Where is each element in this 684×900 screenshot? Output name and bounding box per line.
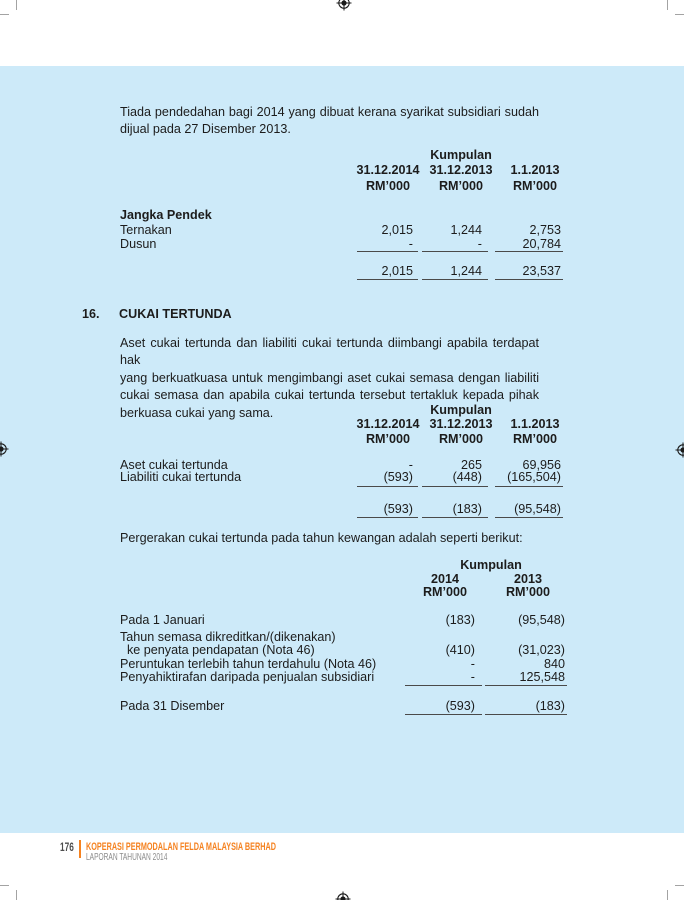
row-label: Pada 1 Januari	[120, 613, 205, 627]
row-label: Ternakan	[120, 223, 172, 237]
table1-section-row	[0, 208, 684, 224]
table2-unit-header-row	[0, 432, 684, 448]
row-value: 69,956	[522, 458, 561, 472]
row-value: (31,023)	[518, 643, 565, 657]
row-value: (410)	[445, 643, 475, 657]
column-header: 31.12.2013	[429, 163, 493, 177]
page-number: 176	[60, 842, 74, 854]
table-total-rule	[422, 279, 488, 280]
table-total-rule	[495, 517, 563, 518]
table-row	[0, 470, 684, 486]
crop-mark	[16, 890, 17, 900]
table-total-rule	[422, 517, 488, 518]
column-header: 31.12.2013	[429, 417, 493, 431]
row-value: 2,753	[529, 223, 561, 237]
row-value: 840	[543, 657, 565, 671]
table3-group-header: Kumpulan	[460, 558, 522, 572]
table-total-rule	[357, 279, 418, 280]
column-header: 31.12.2014	[356, 417, 420, 431]
unit-header: RM’000	[365, 432, 411, 446]
table-rule	[495, 251, 563, 252]
total-value: 1,244	[450, 264, 482, 278]
crop-mark	[0, 885, 9, 886]
registration-mark-icon	[675, 442, 684, 458]
table-total-rule	[357, 517, 418, 518]
paragraph-line: Aset cukai tertunda dan liabiliti cukai tertunda diimbangi apabila terdapat hak	[120, 336, 539, 368]
unit-header: RM’000	[438, 179, 484, 193]
row-value: 20,784	[522, 237, 561, 251]
paragraph-line: yang berkuatkuasa untuk mengimbangi aset cukai semasa dengan liabiliti	[120, 370, 539, 385]
table-rule	[357, 486, 418, 487]
total-label: Pada 31 Disember	[120, 699, 225, 713]
crop-mark	[675, 14, 684, 15]
column-header: 31.12.2014	[356, 163, 420, 177]
section-number: 16.	[82, 307, 100, 321]
row-value: 125,548	[519, 670, 565, 684]
row-value: (95,548)	[518, 613, 565, 627]
crop-mark	[667, 0, 668, 10]
row-value: -	[470, 670, 475, 684]
total-value: (95,548)	[514, 502, 561, 516]
table3-unit-header-row	[0, 585, 684, 601]
table-row	[0, 670, 684, 686]
table1-unit-header-row	[0, 179, 684, 195]
column-header: 2014	[430, 572, 460, 586]
table-row	[0, 237, 684, 253]
registration-mark-icon	[335, 891, 351, 900]
total-value: (593)	[383, 502, 413, 516]
row-value: -	[408, 237, 413, 251]
row-label: ke penyata pendapatan (Nota 46)	[127, 643, 315, 657]
total-value: (183)	[452, 502, 482, 516]
row-value: 265	[460, 458, 482, 472]
footer-report-title: LAPORAN TAHUNAN 2014	[86, 851, 168, 863]
paragraph-line: cukai semasa dan apabila cukai tertunda tersebut tertakluk kepada pihak	[120, 388, 539, 403]
table1-total-row	[0, 264, 684, 280]
table1-date-header-row	[0, 163, 684, 179]
table1-group-header-row	[0, 148, 684, 164]
row-label: Tahun semasa dikreditkan/(dikenakan)	[120, 630, 336, 644]
crop-mark	[16, 0, 17, 10]
registration-mark-icon	[336, 0, 352, 11]
table2-total-row	[0, 502, 684, 518]
intro-paragraph	[120, 104, 539, 139]
table-rule	[405, 685, 482, 686]
row-label: Peruntukan terlebih tahun terdahulu (Nota 46)	[120, 657, 377, 671]
paragraph-line: Tiada pendedahan bagi 2014 yang dibuat kerana syarikat subsidiari sudah	[120, 105, 539, 119]
row-value: -	[408, 458, 413, 472]
paragraph-line: berkuasa cukai yang sama.	[120, 405, 274, 420]
table-section-label: Jangka Pendek	[120, 208, 212, 222]
row-value: (593)	[383, 470, 413, 484]
table-rule	[357, 251, 418, 252]
table-rule	[422, 486, 488, 487]
row-value: (183)	[445, 613, 475, 627]
column-header: 1.1.2013	[510, 163, 560, 177]
total-value: 2,015	[381, 264, 413, 278]
table-total-rule	[405, 714, 482, 715]
row-label: Aset cukai tertunda	[120, 458, 228, 472]
row-label: Dusun	[120, 237, 157, 251]
unit-header: RM’000	[512, 432, 558, 446]
crop-mark	[0, 14, 9, 15]
paragraph-line: dijual pada 27 Disember 2013.	[120, 122, 291, 137]
table2-group-header: Kumpulan	[430, 403, 492, 417]
registration-mark-icon	[0, 441, 9, 457]
table-row	[0, 613, 684, 629]
unit-header: RM’000	[365, 179, 411, 193]
footer-company-name: KOPERASI PERMODALAN FELDA MALAYSIA BERHAD	[86, 841, 276, 853]
row-value: (448)	[452, 470, 482, 484]
total-value: (183)	[535, 699, 565, 713]
column-header: 1.1.2013	[510, 417, 560, 431]
section-title: CUKAI TERTUNDA	[119, 307, 232, 321]
unit-header: RM’000	[422, 585, 468, 599]
table-rule	[422, 251, 488, 252]
movement-intro: Pergerakan cukai tertunda pada tahun kewangan adalah seperti berikut:	[120, 531, 523, 545]
table-total-rule	[485, 714, 567, 715]
row-value: 1,244	[450, 223, 482, 237]
footer-divider	[79, 840, 81, 858]
row-label: Liabiliti cukai tertunda	[120, 470, 242, 484]
unit-header: RM’000	[438, 432, 484, 446]
table-rule	[495, 486, 563, 487]
table2-date-header-row	[0, 417, 684, 433]
table-total-rule	[495, 279, 563, 280]
total-value: (593)	[445, 699, 475, 713]
row-value: 2,015	[381, 223, 413, 237]
row-value: (165,504)	[507, 470, 561, 484]
crop-mark	[675, 885, 684, 886]
row-label: Penyahiktirafan daripada penjualan subsidiari	[120, 670, 375, 684]
crop-mark	[667, 890, 668, 900]
row-value: -	[470, 657, 475, 671]
column-header: 2013	[513, 572, 543, 586]
total-value: 23,537	[522, 264, 561, 278]
table3-total-row	[0, 699, 684, 715]
unit-header: RM’000	[505, 585, 551, 599]
table1-group-header: Kumpulan	[430, 148, 492, 162]
table-rule	[485, 685, 567, 686]
unit-header: RM’000	[512, 179, 558, 193]
row-value: -	[477, 237, 482, 251]
